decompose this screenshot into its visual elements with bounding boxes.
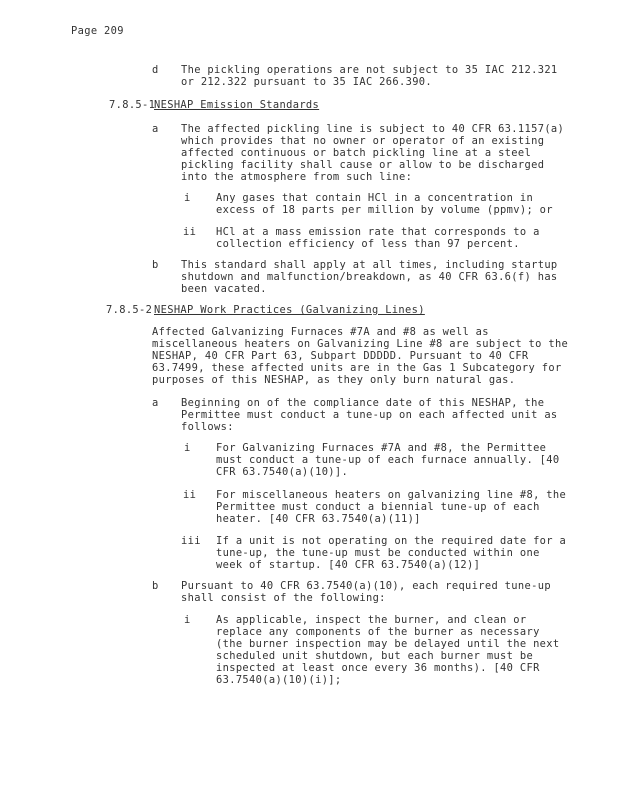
section-number: 7.8.5-1 [109,99,156,111]
body-line: which provides that no owner or operator of an existing [181,135,545,147]
subitem-marker: i [184,614,191,626]
section-heading: NESHAP Work Practices (Galvanizing Lines) [154,304,425,316]
body-line: follows: [181,421,234,433]
subitem-marker: iii [181,535,201,547]
body-line: week of startup. [40 CFR 63.7540(a)(12)] [216,559,481,571]
body-line: purposes of this NESHAP, as they only burn natural gas. [152,374,516,386]
body-line: Permittee must conduct a tune-up on each affected unit as [181,409,558,421]
body-line: collection efficiency of less than 97 percent. [216,238,520,250]
body-line: affected continuous or batch pickling line at a steel [181,147,532,159]
body-line: CFR 63.7540(a)(10)]. [216,466,349,478]
body-line: tune-up, the tune-up must be conducted within one [216,547,540,559]
body-line: HCl at a mass emission rate that corresponds to a [216,226,540,238]
section-heading: NESHAP Emission Standards [154,99,320,111]
page-number: Page 209 [71,25,124,37]
body-line: For miscellaneous heaters on galvanizing line #8, the [216,489,567,501]
body-line: Pursuant to 40 CFR 63.7540(a)(10), each required tune-up [181,580,551,592]
subitem-marker: ii [183,489,197,501]
body-line: This standard shall apply at all times, including startup [181,259,558,271]
body-line: If a unit is not operating on the required date for a [216,535,567,547]
body-line: pickling facility shall cause or allow to be discharged [181,159,545,171]
body-line: must conduct a tune-up of each furnace annually. [40 [216,454,560,466]
body-line: As applicable, inspect the burner, and clean or [216,614,527,626]
body-line: shall consist of the following: [181,592,386,604]
body-line: into the atmosphere from such line: [181,171,413,183]
body-line: been vacated. [181,283,267,295]
body-line: 63.7540(a)(10)(i)]; [216,674,342,686]
body-line: or 212.322 pursuant to 35 IAC 266.390. [181,76,433,88]
body-line: The affected pickling line is subject to 40 CFR 63.1157(a) [181,123,565,135]
body-line: Beginning on of the compliance date of this NESHAP, the [181,397,545,409]
body-line: (the burner inspection may be delayed until the next [216,638,560,650]
body-line: inspected at least once every 36 months). [40 CFR [216,662,540,674]
body-line: 63.7499, these affected units are in the Gas 1 Subcategory for [152,362,562,374]
item-marker: b [152,580,159,592]
section-number: 7.8.5-2 [106,304,153,316]
body-line: replace any components of the burner as necessary [216,626,540,638]
body-line: Any gases that contain HCl in a concentration in [216,192,534,204]
item-marker: b [152,259,159,271]
item-marker: a [152,123,159,135]
body-line: Permittee must conduct a biennial tune-up of each [216,501,540,513]
subitem-marker: i [184,192,191,204]
body-line: NESHAP, 40 CFR Part 63, Subpart DDDDD. Pursuant to 40 CFR [152,350,529,362]
item-marker: a [152,397,159,409]
item-marker: d [152,64,159,76]
body-line: Affected Galvanizing Furnaces #7A and #8 as well as [152,326,489,338]
body-line: For Galvanizing Furnaces #7A and #8, the Permittee [216,442,547,454]
body-line: scheduled unit shutdown, but each burner must be [216,650,534,662]
subitem-marker: ii [183,226,197,238]
body-line: excess of 18 parts per million by volume (ppmv); or [216,204,553,216]
body-line: heater. [40 CFR 63.7540(a)(11)] [216,513,421,525]
body-line: The pickling operations are not subject to 35 IAC 212.321 [181,64,558,76]
body-line: miscellaneous heaters on Galvanizing Line #8 are subject to the [152,338,569,350]
subitem-marker: i [184,442,191,454]
body-line: shutdown and malfunction/breakdown, as 40 CFR 63.6(f) has [181,271,558,283]
